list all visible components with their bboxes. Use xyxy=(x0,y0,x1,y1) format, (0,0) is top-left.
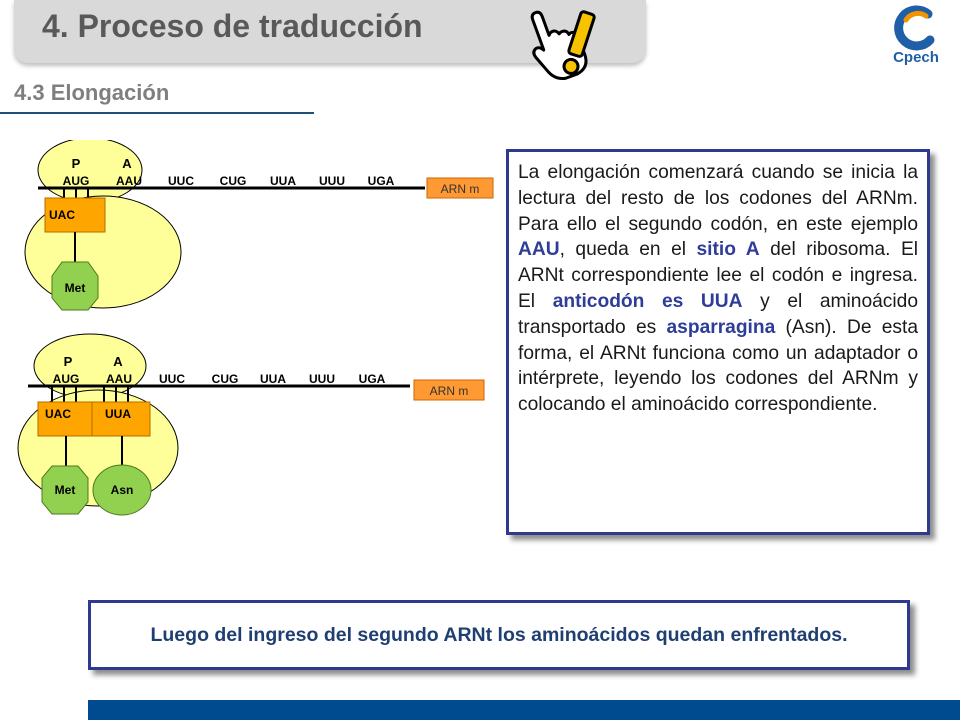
diagram-top xyxy=(25,140,493,310)
site-p-label: P xyxy=(71,156,81,171)
codon: UUA xyxy=(260,372,286,386)
site-a-label: A xyxy=(113,354,123,369)
codon: UUU xyxy=(319,174,345,188)
trna-anticodon: UAC xyxy=(49,208,75,222)
codon: UUC xyxy=(159,372,185,386)
codon: AAU xyxy=(116,174,142,188)
codon: AUG xyxy=(52,372,80,386)
codon: UUU xyxy=(309,372,335,386)
site-a-label: A xyxy=(122,156,132,171)
mrna-label: ARN m xyxy=(440,182,480,196)
ribosome-small-subunit xyxy=(34,334,146,398)
highlight-amino: asparragina xyxy=(666,316,776,338)
conclusion-text: Luego del ingreso del segundo ARNt los aminoácidos quedan enfrentados. xyxy=(150,624,848,646)
explanation-text: y el aminoácido transportado es xyxy=(518,290,918,338)
explanation-text: La elongación comenzará cuando se inicia la lectura del resto de los codones del ARNm. Para ello el segundo codón, en este ejemplo xyxy=(518,162,918,235)
codon: UUA xyxy=(270,174,296,188)
codon: CUG xyxy=(219,174,247,188)
explanation-text: (Asn). De esta forma, el ARNt funciona como un adaptador o intérprete, leyendo los codones del ARNm y colocando el aminoácido correspondiente. xyxy=(518,316,918,416)
conclusion-box xyxy=(88,600,910,670)
codon: UGA xyxy=(367,174,395,188)
cpech-logo xyxy=(880,4,952,66)
highlight-codon: AAU xyxy=(518,239,560,261)
mrna-label: ARN m xyxy=(429,384,469,398)
explanation-box xyxy=(506,149,930,535)
highlight-anticodon: anticodón es UUA xyxy=(552,290,743,312)
explanation-text: del ribosoma. El ARNt correspondiente lee el codón e ingresa. El xyxy=(518,239,918,312)
codon: AAU xyxy=(106,372,132,386)
ribosome-small-subunit xyxy=(38,140,142,202)
highlight-site: sitio A xyxy=(696,239,760,261)
amino-label: Met xyxy=(64,281,86,295)
section-subtitle: 4.3 Elongación xyxy=(14,80,170,105)
trna-anticodon: UUA xyxy=(105,407,131,421)
codon: UGA xyxy=(358,372,386,386)
explanation-text: , queda en el xyxy=(559,239,697,261)
amino-label: Asn xyxy=(110,483,134,497)
logo-text: Cpech xyxy=(893,49,939,66)
subtitle-underline xyxy=(0,112,314,114)
translation-diagram xyxy=(0,140,500,520)
trna-anticodon: UAC xyxy=(45,407,71,421)
site-p-label: P xyxy=(63,354,73,369)
diagram-bottom xyxy=(18,334,484,515)
codon: AUG xyxy=(62,174,90,188)
pointing-hand-icon xyxy=(520,2,600,84)
codon: CUG xyxy=(211,372,239,386)
footer-bar xyxy=(88,700,960,720)
amino-label: Met xyxy=(54,483,76,497)
page-title: 4. Proceso de traducción xyxy=(42,8,423,44)
codon: UUC xyxy=(168,174,194,188)
